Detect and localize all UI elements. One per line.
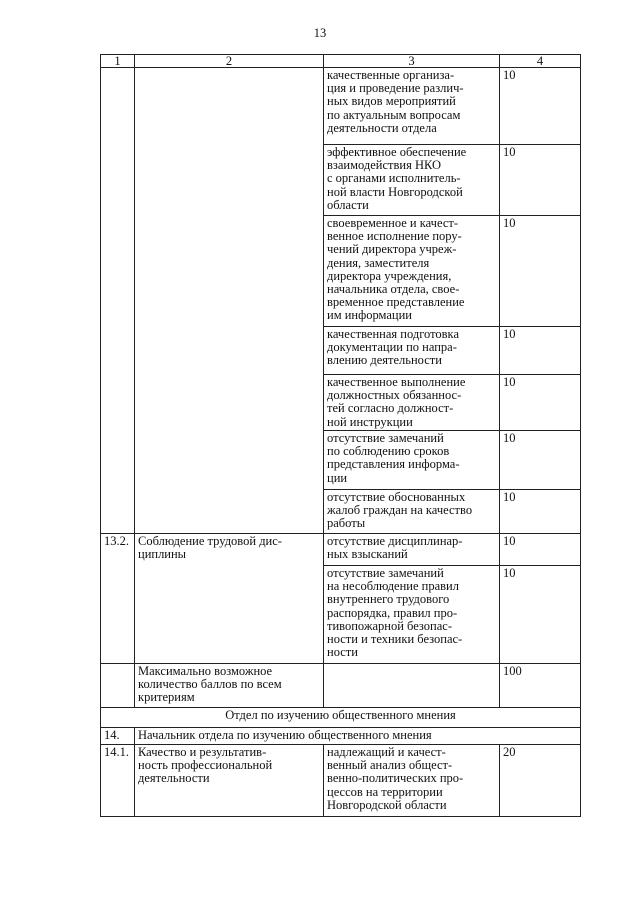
table-row (101, 745, 581, 817)
table-row (101, 534, 581, 566)
points-cell: 10 (500, 216, 581, 327)
criterion-cell: надлежащий и качест- венный анализ общест- венно-политических про- цессов на территории Новгородской области (324, 745, 500, 817)
max-score-points: 100 (500, 664, 581, 708)
points-cell: 10 (500, 566, 581, 664)
max-score-label: Максимально возможное количество баллов по всем критериям (135, 664, 324, 708)
empty-num-cell (101, 68, 135, 534)
criterion-cell: качественная подготовка документации по напра- влению деятельности (324, 327, 500, 375)
section-title: Отдел по изучению общественного мнения (101, 708, 581, 728)
header-row (101, 55, 581, 68)
criterion-cell: отсутствие замечаний на несоблюдение правил внутреннего трудового распорядка, правил про- тивопожарной безопас- ности и техники безопас- ности (324, 566, 500, 664)
points-cell: 10 (500, 68, 581, 145)
points-cell: 10 (500, 534, 581, 566)
criteria-table (100, 54, 581, 817)
empty-criterion-cell (324, 664, 500, 708)
points-cell: 10 (500, 327, 581, 375)
item-number: 13.2. (101, 534, 135, 664)
points-cell: 20 (500, 745, 581, 817)
criterion-cell: качественные организа- ция и проведение различ- ных видов мероприятий по актуальным вопросам деятельности отдела (324, 68, 500, 145)
criterion-cell: отсутствие обоснованных жалоб граждан на качество работы (324, 490, 500, 534)
item-title: Соблюдение трудовой дис- циплины (135, 534, 324, 664)
position-title: Начальник отдела по изучению общественного мнения (135, 728, 581, 745)
criterion-cell: качественное выполнение должностных обязаннос- тей согласно должност- ной инструкции (324, 375, 500, 431)
item-number: 14. (101, 728, 135, 745)
points-cell: 10 (500, 145, 581, 216)
criterion-cell: своевременное и качест- венное исполнение пору- чений директора учреж- дения, заместителя директора учреждения, начальника отдела, свое- временное представление им информации (324, 216, 500, 327)
criterion-cell: отсутствие дисциплинар- ных взысканий (324, 534, 500, 566)
header-col-2: 2 (135, 55, 324, 68)
item-title: Качество и результатив- ность профессиональной деятельности (135, 745, 324, 817)
table-row (101, 68, 581, 145)
item-number: 14.1. (101, 745, 135, 817)
criterion-cell: эффективное обеспечение взаимодействия НКО с органами исполнитель- ной власти Новгородской области (324, 145, 500, 216)
points-cell: 10 (500, 375, 581, 431)
page-number: 13 (313, 26, 327, 40)
max-score-row (101, 664, 581, 708)
header-col-3: 3 (324, 55, 500, 68)
header-col-1: 1 (101, 55, 135, 68)
header-col-4: 4 (500, 55, 581, 68)
points-cell: 10 (500, 431, 581, 490)
position-row (101, 728, 581, 745)
empty-title-cell (135, 68, 324, 534)
section-row (101, 708, 581, 728)
criterion-cell: отсутствие замечаний по соблюдению сроков представления информа- ции (324, 431, 500, 490)
points-cell: 10 (500, 490, 581, 534)
empty-num-cell (101, 664, 135, 708)
